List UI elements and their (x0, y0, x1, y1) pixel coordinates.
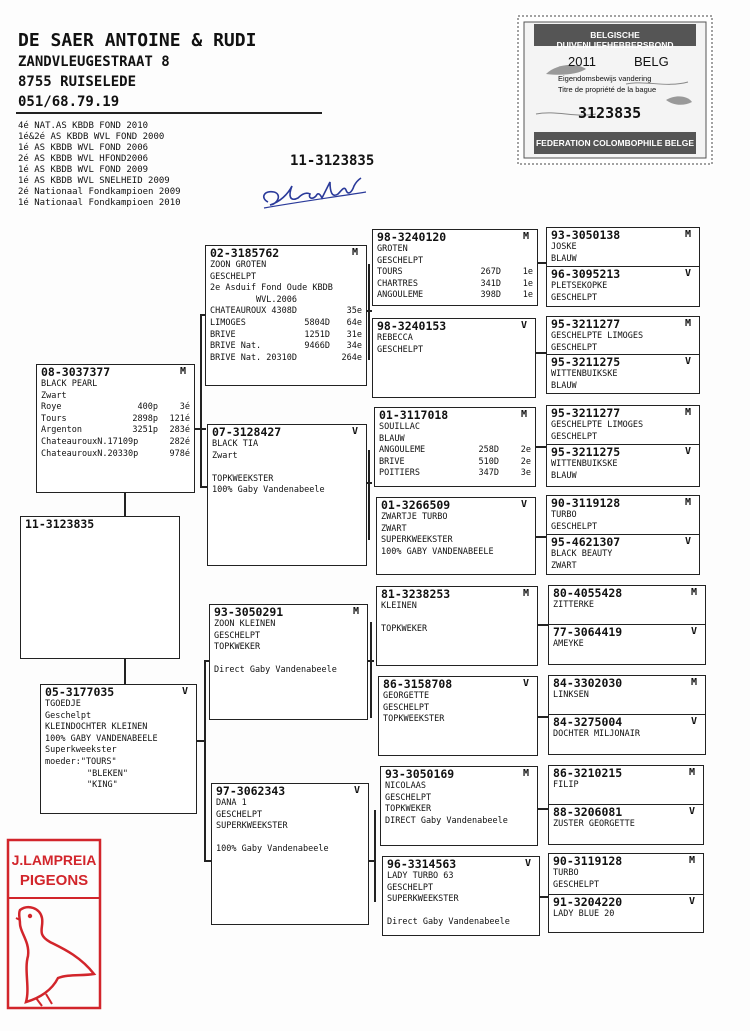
race-result: CHATEAUROUX 4308D 35e (210, 306, 362, 317)
gen4-pair (546, 316, 700, 394)
main-ring-number: 11-3123835 (290, 153, 375, 169)
bird-line: ZOON KLEINEN (214, 619, 276, 629)
bird-line: GESCHELPT (214, 630, 261, 641)
ring-number: 90-3119128 (553, 854, 623, 868)
achievement-item: 1é AS KBDB WVL SNELHEID 2009 (18, 176, 170, 186)
sex-mark: M (690, 677, 697, 688)
sire-box (36, 364, 195, 493)
bird-line: 100% Gaby Vandenabeele (212, 485, 325, 496)
bird-line: GESCHELPT (551, 521, 598, 532)
gen4-pair (546, 495, 700, 575)
ring-number: 98-3240153 (377, 319, 447, 333)
sex-mark: M (684, 497, 691, 508)
gen3-box (374, 407, 536, 487)
dam-line: Geschelpt (45, 710, 92, 721)
bird-line: BLACK TIA (212, 439, 259, 449)
race-result: Tours 2898p 121é (41, 413, 190, 424)
sex-mark: V (684, 356, 691, 367)
ring-number: 98-3240120 (377, 230, 447, 244)
ring-number: 91-3204220 (553, 895, 623, 909)
bird-line: WITTENBUIKSKE (551, 369, 618, 379)
sire-name: BLACK PEARL (41, 379, 98, 389)
ring-number: 01-3117018 (379, 408, 449, 422)
dam-line: Superkweekster (45, 745, 117, 756)
bird-line: GESCHELPTE LIMOGES (551, 331, 644, 341)
bird-line: BLACK BEAUTY (551, 549, 613, 559)
bird-line: TURBO (551, 510, 577, 520)
ring-number: 01-3266509 (381, 498, 451, 512)
race-result: Roye 400p 3é (41, 402, 190, 413)
sex-mark: M (522, 588, 529, 599)
sex-mark: V (688, 806, 695, 817)
ring-number: 88-3206081 (553, 805, 623, 819)
race-result: POITIERS 347D 3e (379, 468, 531, 479)
race-result: BRIVE 1251D 31e (210, 329, 362, 340)
bird-line: Direct Gaby Vandenabeele (387, 917, 510, 928)
gen2-box (205, 245, 367, 386)
sex-mark: V (351, 426, 358, 437)
sex-mark: V (522, 678, 529, 689)
bird-line (214, 654, 363, 666)
dam-line: "BLEKEN" (87, 768, 128, 779)
bird-line: BLAUW (379, 433, 405, 444)
ring-number: 02-3185762 (210, 246, 280, 260)
bird-line: DANA 1 (216, 798, 247, 808)
owner-city: 8755 RUISELEDE (18, 74, 137, 90)
dam-line: KLEINDOCHTER KLEINEN (45, 722, 148, 733)
certificate-country: BELG (634, 54, 669, 69)
certificate-year: 2011 (568, 54, 596, 69)
race-result: ANGOULEME 398D 1e (377, 290, 533, 301)
bird-line: GESCHELPT (551, 431, 598, 442)
achievement-item: 2é Nationaal Fondkampioen 2009 (18, 187, 181, 197)
sex-mark: M (522, 768, 529, 779)
gen3-box (376, 586, 538, 666)
bird-line: PLETSEKOPKE (551, 281, 608, 291)
bird-line: Zwart (212, 450, 238, 461)
bird-line: GROTEN (377, 244, 408, 254)
sex-mark: V (684, 268, 691, 279)
bird-line: REBECCA (377, 333, 413, 343)
gen4-pair (548, 765, 704, 845)
bird-line: TURBO (553, 868, 579, 878)
certificate-bottom: FEDERATION COLOMBOPHILE BELGE (535, 138, 695, 148)
bird-line: SUPERKWEEKSTER (387, 894, 459, 905)
bird-line: 2e Asduif Fond Oude KBDB (210, 283, 333, 294)
bird-line (381, 613, 533, 625)
race-result: ChateaurouxN.20330p 978é (41, 448, 190, 459)
ring-number: 95-4621307 (551, 535, 621, 549)
sex-mark: V (520, 499, 527, 510)
stamp-line2: PIGEONS (19, 872, 89, 889)
header-divider (16, 112, 322, 114)
achievement-item: 1é AS KBDB WVL FOND 2009 (18, 165, 149, 175)
dam-box (40, 684, 197, 814)
sex-mark: V (690, 716, 697, 727)
bird-line: GESCHELPT (387, 882, 434, 893)
ring-number: 86-3210215 (553, 766, 623, 780)
bird-line: 100% Gaby Vandenabeele (216, 844, 329, 855)
race-result: TOURS 267D 1e (377, 267, 533, 278)
sire-color: Zwart (41, 390, 67, 401)
bird-line: WVL.2006 (256, 294, 297, 305)
bird-line: Direct Gaby Vandenabeele (214, 665, 337, 676)
dam-line: 100% GABY VANDENABEELE (45, 733, 158, 744)
bird-line: FILIP (553, 780, 579, 790)
sex-mark: M (690, 587, 697, 598)
bird-line: GESCHELPTE LIMOGES (551, 420, 644, 430)
bird-line: BLAUW (551, 253, 577, 264)
bird-line: GESCHELPT (216, 809, 263, 820)
ring-number: 90-3119128 (551, 496, 621, 510)
owner-name: DE SAER ANTOINE & RUDI (18, 30, 257, 51)
sex-mark: M (684, 229, 691, 240)
certificate-top: BELGISCHE DUIVENLIEFHEBBERSBOND (556, 30, 674, 50)
dam-sex: V (181, 686, 188, 697)
bird-line: GESCHELPT (551, 292, 598, 303)
gen3-box (378, 676, 538, 756)
bird-line (387, 906, 535, 918)
sire-ring: 08-3037377 (41, 365, 111, 379)
ring-number: 84-3302030 (553, 676, 623, 690)
ring-number: 93-3050169 (385, 767, 455, 781)
bird-line: TOPKWEKER (385, 804, 432, 815)
bird-line: SUPERKWEEKSTER (381, 535, 453, 546)
sex-mark: M (684, 407, 691, 418)
sex-mark: M (351, 247, 358, 258)
bird-line: TOPKWEEKSTER (212, 473, 274, 484)
race-result: BRIVE Nat. 9466D 34e (210, 341, 362, 352)
bird-line: ZITTERKE (553, 600, 594, 610)
ring-number: 95-3211277 (551, 406, 621, 420)
race-result: BRIVE Nat. 20310D 264e (210, 352, 362, 363)
bird-line (212, 462, 362, 474)
bird-line: ZUSTER GEORGETTE (553, 819, 635, 829)
bird-line: KLEINEN (381, 601, 417, 611)
bird-line: WITTENBUIKSKE (551, 459, 618, 469)
sex-mark: V (690, 626, 697, 637)
bird-line: GESCHELPT (210, 271, 257, 282)
bird-line: GESCHELPT (553, 879, 600, 890)
gen2-box (211, 783, 369, 925)
bird-line: GEORGETTE (383, 691, 430, 701)
bird-line: GESCHELPT (383, 702, 430, 713)
achievement-item: 4é NAT.AS KBDB FOND 2010 (18, 121, 149, 131)
ring-number: 93-3050291 (214, 605, 284, 619)
bird-line: DIRECT Gaby Vandenabeele (385, 815, 508, 826)
ring-number: 77-3064419 (553, 625, 623, 639)
sex-mark: M (522, 231, 529, 242)
bird-line: LADY TURBO 63 (387, 871, 454, 881)
owner-street: ZANDVLEUGESTRAAT 8 (18, 54, 170, 70)
gen4-pair (546, 227, 700, 307)
achievement-item: 1é Nationaal Fondkampioen 2010 (18, 198, 181, 208)
bird-line: TOPKWEKER (381, 624, 428, 635)
bird-line: SUPERKWEEKSTER (216, 821, 288, 832)
sex-mark: M (520, 409, 527, 420)
race-result: ANGOULEME 258D 2e (379, 445, 531, 456)
race-result: ChateaurouxN.17109p 282é (41, 436, 190, 447)
certificate-line2: Titre de propriété de la bague (558, 85, 657, 94)
certificate-line1: Eigendomsbewijs vandering (558, 74, 652, 83)
race-result: BRIVE 510D 2e (379, 456, 531, 467)
race-result: CHARTRES 341D 1e (377, 278, 533, 289)
bird-line: NICOLAAS (385, 781, 426, 791)
signature (258, 172, 373, 214)
bird-line: TOPKWEEKSTER (383, 714, 445, 725)
sex-mark: V (688, 896, 695, 907)
bird-line: GESCHELPT (377, 255, 424, 266)
ring-number: 81-3238253 (381, 587, 451, 601)
sex-mark: M (352, 606, 359, 617)
subject-ring: 11-3123835 (25, 517, 95, 531)
dam-line: moeder:"TOURS" (45, 756, 117, 767)
sex-mark: V (524, 858, 531, 869)
achievement-item: 2é AS KBDB WVL HFOND2006 (18, 154, 149, 164)
gen4-pair (546, 405, 700, 487)
sex-mark: V (684, 536, 691, 547)
certificate-number: 3123835 (578, 104, 642, 122)
sire-sex: M (179, 366, 186, 377)
dam-ring: 05-3177035 (45, 685, 115, 699)
dam-line: TGOEDJE (45, 699, 81, 709)
bird-line: TOPKWEKER (214, 642, 261, 653)
bird-line: ZOON GROTEN (210, 260, 267, 270)
bird-line: GESCHELPT (551, 342, 598, 353)
gen4-pair (548, 853, 704, 933)
gen3-box (372, 229, 538, 306)
bird-line: ZWART (381, 523, 407, 534)
ring-certificate (516, 14, 714, 166)
gen3-box (382, 856, 540, 936)
subject-box (20, 516, 180, 659)
bird-line: BLAUW (551, 380, 577, 391)
dam-line: "KING" (87, 780, 118, 791)
achievement-item: 1é&2é AS KBDB WVL FOND 2000 (18, 132, 165, 142)
ring-number: 07-3128427 (212, 425, 282, 439)
sex-mark: V (684, 446, 691, 457)
bird-line: SOUILLAC (379, 422, 420, 432)
ring-number: 96-3095213 (551, 267, 621, 281)
gen4-pair (548, 675, 706, 755)
achievement-item: 1é AS KBDB WVL FOND 2006 (18, 143, 149, 153)
stamp-line1: J.LAMPREIA (11, 852, 97, 868)
bird-line: DOCHTER MILJONAIR (553, 729, 640, 739)
gen3-box (372, 318, 536, 398)
ring-number: 95-3211275 (551, 445, 621, 459)
gen2-box (209, 604, 368, 720)
bird-line: BLAUW (551, 470, 577, 481)
ring-number: 97-3062343 (216, 784, 286, 798)
race-result: Argenton 3251p 283é (41, 425, 190, 436)
gen3-box (380, 766, 538, 846)
bird-line: LINKSEN (553, 690, 589, 700)
owner-phone: 051/68.79.19 (18, 94, 120, 110)
bird-line: ZWARTJE TURBO (381, 512, 448, 522)
bird-line: ZWART (551, 560, 577, 571)
sex-mark: V (353, 785, 360, 796)
sex-mark: M (688, 855, 695, 866)
ring-number: 96-3314563 (387, 857, 457, 871)
bird-line: AMEYKE (553, 639, 584, 649)
sex-mark: M (688, 767, 695, 778)
bird-line: GESCHELPT (377, 344, 424, 355)
race-result: LIMOGES 5804D 64e (210, 317, 362, 328)
bird-line (216, 833, 364, 845)
bird-line: 100% GABY VANDENABEELE (381, 546, 494, 557)
ring-number: 95-3211275 (551, 355, 621, 369)
lampreia-stamp (6, 838, 102, 1010)
ring-number: 80-4055428 (553, 586, 623, 600)
ring-number: 93-3050138 (551, 228, 621, 242)
sex-mark: M (684, 318, 691, 329)
bird-line: GESCHELPT (385, 792, 432, 803)
gen2-box (207, 424, 367, 566)
ring-number: 86-3158708 (383, 677, 453, 691)
sex-mark: V (520, 320, 527, 331)
ring-number: 84-3275004 (553, 715, 623, 729)
bird-line: JOSKE (551, 242, 577, 252)
gen3-box (376, 497, 536, 575)
ring-number: 95-3211277 (551, 317, 621, 331)
gen4-pair (548, 585, 706, 665)
bird-line: LADY BLUE 20 (553, 909, 615, 919)
